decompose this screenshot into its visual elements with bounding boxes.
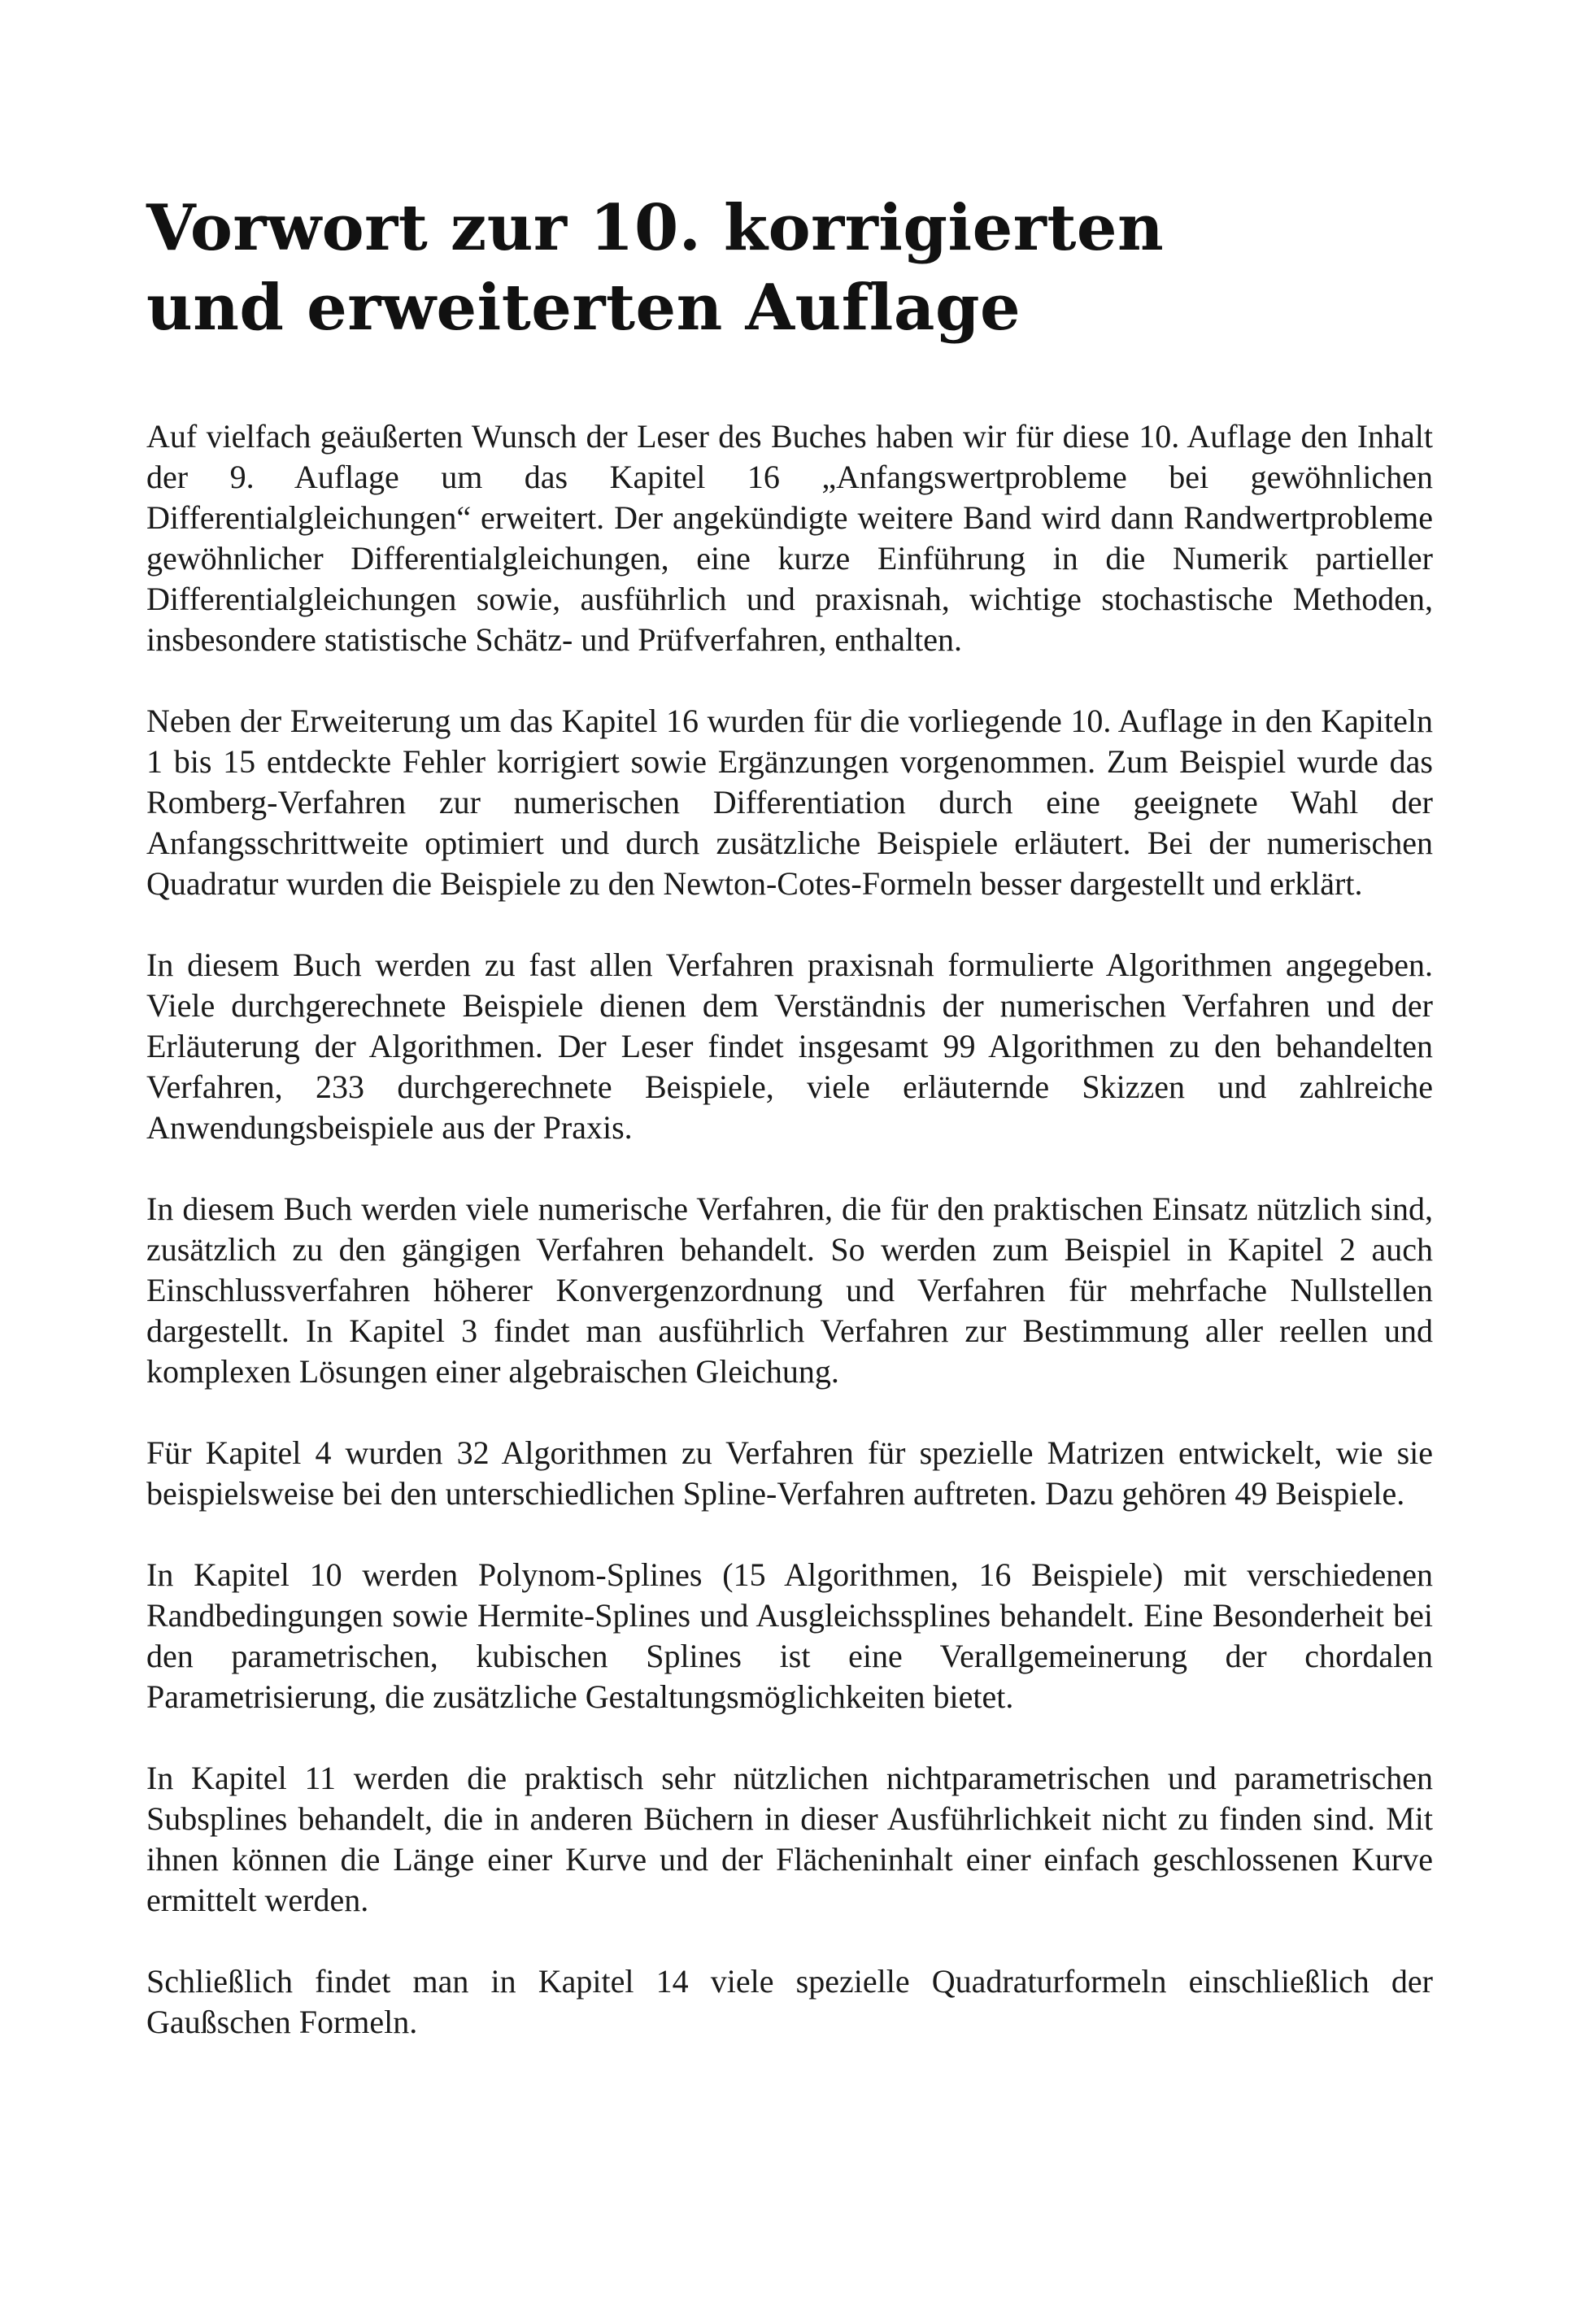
- paragraph-1: Auf vielfach geäußerten Wunsch der Leser des Buches haben wir für diese 10. Auflage den Inhalt der 9. Auflage um das Kapitel 16 „Anfangswertprobleme bei gewöhnlichen Differentialgleichungen“ erweitert. Der angekündigte weitere Band wird dann Randwertprobleme gewöhnlicher Differentialgleichungen, eine kurze Einführung in die Numerik partieller Differentialgleichungen sowie, ausführlich und praxisnah, wichtige stochastische Methoden, insbesondere statistische Schätz- und Prüfverfahren, enthalten.: [146, 418, 1433, 658]
- title-line-1: Vorwort zur 10. korrigierten: [146, 191, 1165, 265]
- body-text: [146, 416, 1433, 2043]
- page-title: [146, 189, 1433, 348]
- title-line-2: und erweiterten Auflage: [146, 271, 1021, 345]
- paragraph-4: In diesem Buch werden viele numerische Verfahren, die für den praktischen Einsatz nützlich sind, zusätzlich zu den gängigen Verfahren behandelt. So werden zum Beispiel in Kapitel 2 auch Einschlussverfahren höherer Konvergenzordnung und Verfahren für mehrfache Nullstellen dargestellt. In Kapitel 3 findet man ausführlich Verfahren zur Bestimmung aller reellen und komplexen Lösungen einer algebraischen Gleichung.: [146, 1190, 1433, 1390]
- paragraph-6: In Kapitel 10 werden Polynom-Splines (15 Algorithmen, 16 Beispiele) mit verschiedenen Randbedingungen sowie Hermite-Splines und Ausgleichssplines behandelt. Eine Besonderheit bei den parametrischen, kubischen Splines ist eine Verallgemeinerung der chordalen Parametrisierung, die zusätzliche Gestaltungsmöglichkeiten bietet.: [146, 1556, 1433, 1715]
- paragraph-3: In diesem Buch werden zu fast allen Verfahren praxisnah formulierte Algorithmen angegeben. Viele durchgerechnete Beispiele dienen dem Verständnis der numerischen Verfahren und der Erläuterung der Algorithmen. Der Leser findet insgesamt 99 Algorithmen zu den behandelten Verfahren, 233 durchgerechnete Beispiele, viele erläuternde Skizzen und zahlreiche Anwendungsbeispiele aus der Praxis.: [146, 947, 1433, 1146]
- paragraph-2: Neben der Erweiterung um das Kapitel 16 wurden für die vorliegende 10. Auflage in den Kapiteln 1 bis 15 entdeckte Fehler korrigiert sowie Ergänzungen vorgenommen. Zum Beispiel wurde das Romberg-Verfahren zur numerischen Differentiation durch eine geeignete Wahl der Anfangsschrittweite optimiert und durch zusätzliche Beispiele erläutert. Bei der numerischen Quadratur wurden die Beispiele zu den Newton-Cotes-Formeln besser dargestellt und erklärt.: [146, 703, 1433, 902]
- document-page: [146, 0, 1433, 2324]
- paragraph-8: Schließlich findet man in Kapitel 14 viele spezielle Quadraturformeln einschließlich der Gaußschen Formeln.: [146, 1963, 1433, 2040]
- paragraph-7: In Kapitel 11 werden die praktisch sehr nützlichen nichtparametrischen und parametrischen Subsplines behandelt, die in anderen Büchern in dieser Ausführlichkeit nicht zu finden sind. Mit ihnen können die Länge einer Kurve und der Flächeninhalt einer einfach geschlossenen Kurve ermittelt werden.: [146, 1760, 1433, 1918]
- paragraph-5: Für Kapitel 4 wurden 32 Algorithmen zu Verfahren für spezielle Matrizen entwickelt, wie sie beispielsweise bei den unterschiedlichen Spline-Verfahren auftreten. Dazu gehören 49 Beispiele.: [146, 1434, 1433, 1512]
